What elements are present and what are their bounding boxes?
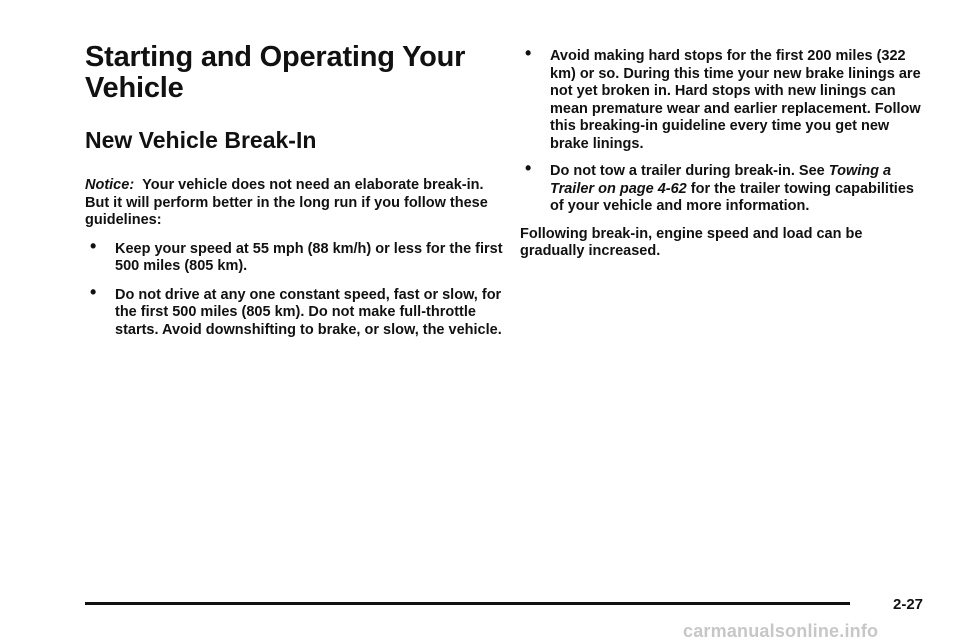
list-item [520, 43, 930, 153]
left-column [85, 42, 505, 339]
list-item-text: Keep your speed at 55 mph (88 km/h) or less for the first 500 miles (805 km). [115, 240, 503, 274]
list-item [85, 235, 505, 276]
list-item-text: Avoid making hard stops for the first 200 miles (322 km) or so. During this time your new brake linings are not yet broken in. Hard stops with new linings can mean premature wear and earlier replacement. Follow this breaking-in guideline every time you get new brake linings. [550, 48, 921, 152]
bullet-icon: • [90, 281, 97, 302]
list-item [85, 281, 505, 340]
section-title: Starting and Operating Your Vehicle [85, 41, 466, 104]
guideline-list-right [520, 43, 930, 216]
list-item [520, 158, 930, 216]
list-item-text-end: for the trailer towing capabilities of your vehicle and more information. [550, 180, 914, 214]
closing-paragraph: Following break-in, engine speed and load can be gradually increased. [520, 225, 863, 259]
list-item-text-start: Do not tow a trailer during break-in. See [550, 163, 829, 179]
bullet-icon: • [525, 158, 532, 178]
notice-label: Notice: [85, 177, 135, 193]
watermark: carmanualsonline.info [683, 621, 879, 641]
bullet-icon: • [90, 235, 97, 256]
footer-rule [85, 602, 850, 605]
right-column [520, 43, 930, 261]
notice-paragraph [85, 177, 505, 230]
notice-text: Your vehicle does not need an elaborate break-in. But it will perform better in the long run if you follow these guidelines: [85, 177, 488, 228]
list-item-text: Do not drive at any one constant speed, fast or slow, for the first 500 miles (805 km). Do not make full-throttle starts. Avoid downshifting to brake, or slow, the vehicle. [115, 286, 502, 338]
towing-trailer-reference-link[interactable]: Towing a Trailer on page 4-62 [550, 163, 892, 197]
section-subtitle: New Vehicle Break-In [85, 127, 317, 153]
bullet-icon: • [525, 43, 532, 63]
guideline-list-left [85, 235, 505, 340]
page-number: 2-27 [893, 596, 924, 613]
